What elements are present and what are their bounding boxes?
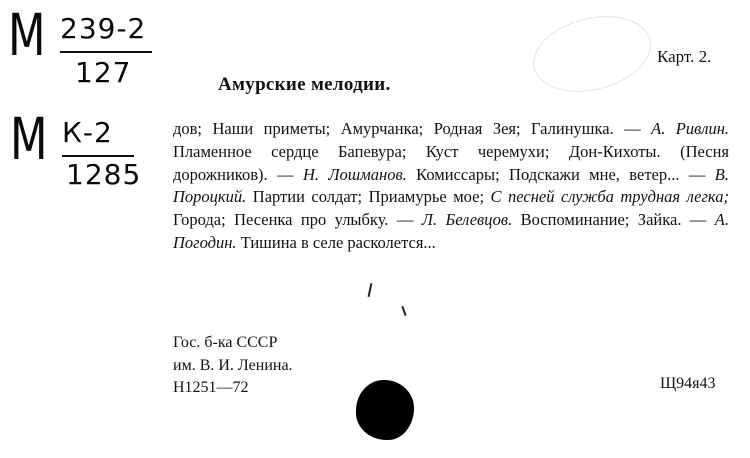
catalog-letter-1: М xyxy=(8,1,47,69)
song-titles: Комиссары; Подскажи мне, ветер... — xyxy=(406,164,715,184)
faded-stamp xyxy=(525,5,659,104)
catalog-code-1-top: 239-2 xyxy=(60,12,147,45)
library-line-1: Гос. б-ка СССР xyxy=(173,334,278,351)
author-name: А. Погодин. xyxy=(173,210,729,252)
punch-hole xyxy=(356,380,414,440)
author-name: А. Ривлин. xyxy=(651,119,730,138)
author-name: Н. Лошманов. xyxy=(302,164,407,184)
catalog-code-2-divider xyxy=(62,155,134,157)
library-imprint xyxy=(173,332,293,400)
shelf-mark: Щ94я43 xyxy=(660,375,716,392)
song-titles: Партии солдат; Приамурье мое; xyxy=(246,187,491,207)
stray-pen-mark xyxy=(401,306,406,316)
stray-pen-mark xyxy=(368,283,373,297)
catalog-code-2-top: К-2 xyxy=(62,116,113,149)
song-titles: Пламенное сердце Бапевура; Куст черемухи; Дон-Кихоты. (Песня дорожников). — xyxy=(173,141,729,184)
catalog-code-2-bottom: 1285 xyxy=(66,158,142,191)
catalog-code-1-divider xyxy=(60,51,152,53)
catalog-letter-2: М xyxy=(10,105,49,173)
library-line-2: им. В. И. Ленина. xyxy=(173,356,293,374)
song-titles: дов; Наши приметы; Амурчанка; Родная Зея; Галинушка. — xyxy=(173,119,652,138)
song-titles: Города; Песенка про улыбку. — xyxy=(173,210,422,230)
catalog-code-1-bottom: 127 xyxy=(75,56,132,89)
card-number: Карт. 2. xyxy=(657,47,712,66)
song-titles: Тишина в селе расколется... xyxy=(236,232,436,252)
song-titles: Воспоминание; Зайка. — xyxy=(512,210,715,230)
author-name: Л. Белевцов. xyxy=(421,210,513,230)
card-title: Амурские мелодии. xyxy=(218,74,391,95)
author-name: В. Пороцкий. xyxy=(173,164,729,207)
contents-text xyxy=(173,118,729,255)
library-line-3: Н1251—72 xyxy=(173,379,249,396)
author-name: С песней служба трудная легка; xyxy=(490,187,729,207)
